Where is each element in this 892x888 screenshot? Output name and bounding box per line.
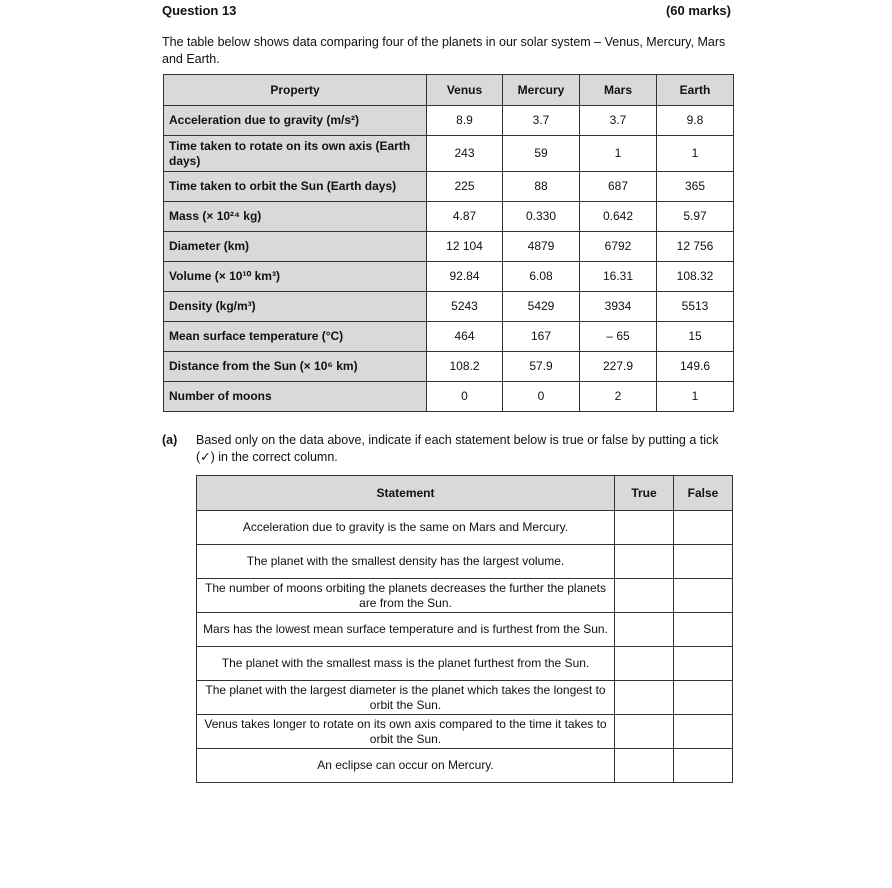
value-cell: 365: [657, 172, 734, 202]
table-row: [164, 352, 734, 382]
property-cell: Diameter (km): [164, 232, 427, 262]
statement-cell: The planet with the largest diameter is the planet which takes the longest to orbit the Sun.: [197, 681, 615, 715]
part-a-text: Based only on the data above, indicate if each statement below is true or false by putting a tick (✓) in the correct column.: [196, 433, 719, 464]
value-cell: 5429: [503, 292, 580, 322]
value-cell: 0.330: [503, 202, 580, 232]
statement-cell: An eclipse can occur on Mercury.: [197, 749, 615, 783]
statement-row: [197, 715, 733, 749]
value-cell: – 65: [580, 322, 657, 352]
table-row: [164, 136, 734, 172]
value-cell: 225: [427, 172, 503, 202]
table-row: [164, 106, 734, 136]
value-cell: 8.9: [427, 106, 503, 136]
true-answer-cell[interactable]: [615, 579, 674, 613]
statement-cell: Venus takes longer to rotate on its own axis compared to the time it takes to orbit the Sun.: [197, 715, 615, 749]
false-answer-cell[interactable]: [674, 511, 733, 545]
table-row: [164, 382, 734, 412]
value-cell: 6792: [580, 232, 657, 262]
planet-data-table: [163, 74, 734, 412]
property-cell: Volume (× 10¹⁰ km³): [164, 262, 427, 292]
statement-cell: The planet with the smallest density has the largest volume.: [197, 545, 615, 579]
true-answer-cell[interactable]: [615, 715, 674, 749]
value-cell: 59: [503, 136, 580, 172]
value-cell: 4879: [503, 232, 580, 262]
table-row: [164, 262, 734, 292]
value-cell: 464: [427, 322, 503, 352]
value-cell: 5.97: [657, 202, 734, 232]
statement-row: [197, 647, 733, 681]
value-cell: 2: [580, 382, 657, 412]
header-venus: Venus: [427, 75, 503, 106]
property-cell: Time taken to orbit the Sun (Earth days): [164, 172, 427, 202]
value-cell: 243: [427, 136, 503, 172]
property-cell: Mass (× 10²⁴ kg): [164, 202, 427, 232]
value-cell: 6.08: [503, 262, 580, 292]
value-cell: 149.6: [657, 352, 734, 382]
true-answer-cell[interactable]: [615, 681, 674, 715]
value-cell: 687: [580, 172, 657, 202]
value-cell: 1: [657, 136, 734, 172]
value-cell: 3.7: [580, 106, 657, 136]
table-row: [164, 292, 734, 322]
table-header-row: [164, 75, 734, 106]
value-cell: 108.32: [657, 262, 734, 292]
true-answer-cell[interactable]: [615, 511, 674, 545]
value-cell: 5243: [427, 292, 503, 322]
value-cell: 9.8: [657, 106, 734, 136]
false-answer-cell[interactable]: [674, 647, 733, 681]
false-answer-cell[interactable]: [674, 545, 733, 579]
value-cell: 15: [657, 322, 734, 352]
property-cell: Number of moons: [164, 382, 427, 412]
statement-cell: Acceleration due to gravity is the same on Mars and Mercury.: [197, 511, 615, 545]
statement-row: [197, 749, 733, 783]
true-answer-cell[interactable]: [615, 545, 674, 579]
property-cell: Time taken to rotate on its own axis (Earth days): [164, 136, 427, 172]
header-earth: Earth: [657, 75, 734, 106]
value-cell: 57.9: [503, 352, 580, 382]
table-row: [164, 202, 734, 232]
false-answer-cell[interactable]: [674, 749, 733, 783]
statement-row: [197, 681, 733, 715]
value-cell: 108.2: [427, 352, 503, 382]
header-mars: Mars: [580, 75, 657, 106]
property-cell: Mean surface temperature (°C): [164, 322, 427, 352]
intro-text: The table below shows data comparing four of the planets in our solar system – Venus, Mercury, Mars and Earth.: [162, 35, 726, 66]
header-property: Property: [164, 75, 427, 106]
property-cell: Distance from the Sun (× 10⁶ km): [164, 352, 427, 382]
header-false: False: [674, 476, 733, 511]
false-answer-cell[interactable]: [674, 681, 733, 715]
statement-row: [197, 511, 733, 545]
header-mercury: Mercury: [503, 75, 580, 106]
question-marks: (60 marks): [665, 3, 731, 18]
value-cell: 5513: [657, 292, 734, 322]
table-row: [164, 322, 734, 352]
true-answer-cell[interactable]: [615, 647, 674, 681]
value-cell: 12 104: [427, 232, 503, 262]
statement-row: [197, 579, 733, 613]
statement-cell: The planet with the smallest mass is the planet furthest from the Sun.: [197, 647, 615, 681]
true-answer-cell[interactable]: [615, 749, 674, 783]
statement-cell: The number of moons orbiting the planets decreases the further the planets are from the Sun.: [197, 579, 615, 613]
value-cell: 92.84: [427, 262, 503, 292]
value-cell: 1: [657, 382, 734, 412]
true-answer-cell[interactable]: [615, 613, 674, 647]
false-answer-cell[interactable]: [674, 613, 733, 647]
table-row: [164, 172, 734, 202]
value-cell: 12 756: [657, 232, 734, 262]
value-cell: 167: [503, 322, 580, 352]
statement-row: [197, 613, 733, 647]
false-answer-cell[interactable]: [674, 579, 733, 613]
false-answer-cell[interactable]: [674, 715, 733, 749]
question-title: Question 13: [162, 3, 237, 18]
statement-header-row: [197, 476, 733, 511]
statement-row: [197, 545, 733, 579]
statement-table: [196, 475, 733, 783]
header-statement: Statement: [197, 476, 615, 511]
value-cell: 3.7: [503, 106, 580, 136]
table-row: [164, 232, 734, 262]
value-cell: 1: [580, 136, 657, 172]
value-cell: 88: [503, 172, 580, 202]
value-cell: 0: [503, 382, 580, 412]
value-cell: 4.87: [427, 202, 503, 232]
property-cell: Density (kg/m³): [164, 292, 427, 322]
property-cell: Acceleration due to gravity (m/s²): [164, 106, 427, 136]
value-cell: 0.642: [580, 202, 657, 232]
value-cell: 3934: [580, 292, 657, 322]
value-cell: 227.9: [580, 352, 657, 382]
part-a-label: (a): [162, 433, 178, 447]
value-cell: 0: [427, 382, 503, 412]
header-true: True: [615, 476, 674, 511]
statement-cell: Mars has the lowest mean surface temperature and is furthest from the Sun.: [197, 613, 615, 647]
value-cell: 16.31: [580, 262, 657, 292]
